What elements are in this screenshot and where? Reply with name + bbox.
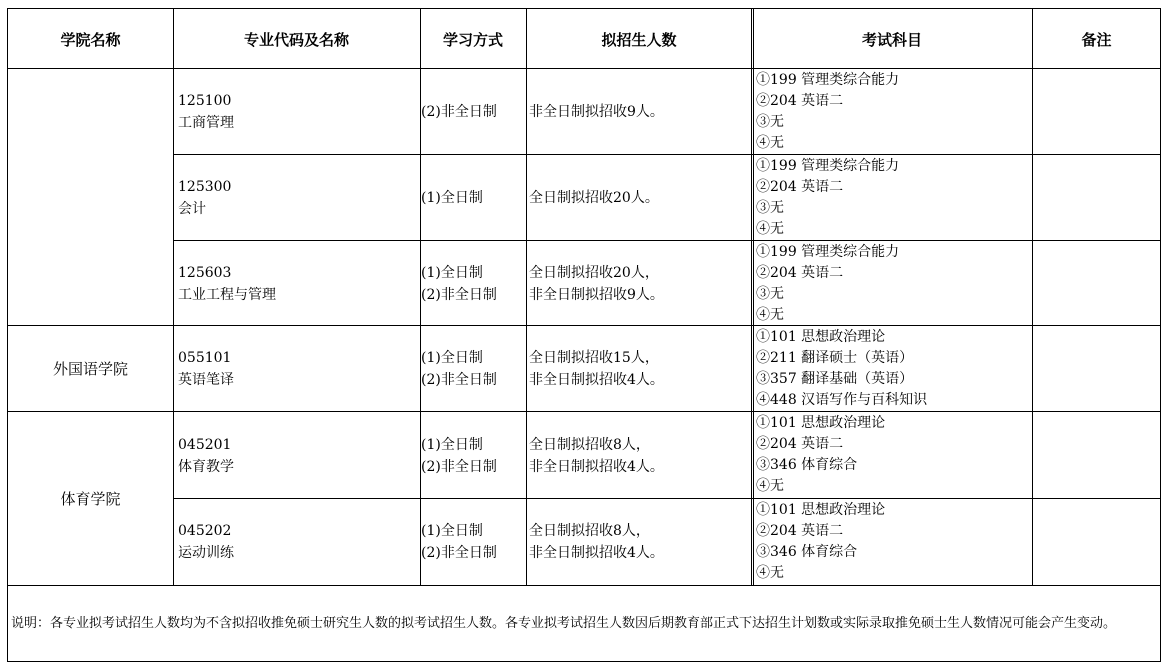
mode-line: (1)全日制 <box>421 190 483 206</box>
mode-cell <box>421 412 526 499</box>
exam-subject: ①199 管理类综合能力 <box>756 72 900 88</box>
major-code: 125603 <box>178 264 232 281</box>
major-code: 125300 <box>178 179 232 195</box>
major-code: 045201 <box>178 436 232 453</box>
quota-line: 非全日制拟招收9人。 <box>529 286 664 303</box>
exam-subject: ②211 翻译硕士（英语） <box>756 350 914 366</box>
exam-subject: ④无 <box>756 307 784 323</box>
quota-cell <box>529 412 751 499</box>
major-name: 运动训练 <box>178 545 234 561</box>
header-quota: 拟招生人数 <box>601 30 677 49</box>
exam-cell <box>756 327 1031 412</box>
major-name: 工业工程与管理 <box>178 286 276 303</box>
column-divider <box>173 9 174 586</box>
exam-cell <box>756 242 1031 326</box>
major-cell <box>178 69 418 155</box>
header-college: 学院名称 <box>60 30 121 49</box>
major-name: 会计 <box>178 201 206 217</box>
exam-subject: ④无 <box>756 478 784 494</box>
exam-subject: ②204 英语二 <box>756 436 844 452</box>
quota-line: 非全日制拟招收4人。 <box>529 372 664 388</box>
quota-line: 非全日制拟招收4人。 <box>529 545 664 561</box>
mode-cell <box>421 155 526 241</box>
row-divider <box>8 411 1160 412</box>
exam-subject: ④无 <box>756 221 784 237</box>
quota-line: 全日制拟招收15人， <box>529 350 659 366</box>
header-mode: 学习方式 <box>442 30 503 49</box>
quota-line: 非全日制拟招收4人。 <box>529 458 664 475</box>
row-divider <box>8 68 1160 69</box>
header-exam: 考试科目 <box>861 30 922 49</box>
quota-line: 全日制拟招收8人， <box>529 523 650 539</box>
exam-subject: ①101 思想政治理论 <box>756 329 886 345</box>
quota-line: 全日制拟招收20人， <box>529 264 659 281</box>
footnote <box>11 586 1158 661</box>
major-name: 工商管理 <box>178 115 234 131</box>
exam-subject: ③无 <box>756 286 784 302</box>
major-code: 055101 <box>178 350 232 366</box>
column-divider <box>420 9 421 586</box>
exam-cell <box>756 413 1031 499</box>
exam-subject: ③346 体育综合 <box>756 457 858 473</box>
exam-subject: ④无 <box>756 135 784 151</box>
mode-line: (2)非全日制 <box>421 545 497 561</box>
mode-line: (1)全日制 <box>421 523 483 539</box>
exam-subject: ②204 英语二 <box>756 179 844 195</box>
exam-subject: ②204 英语二 <box>756 93 844 109</box>
major-name: 英语笔译 <box>178 372 234 388</box>
quota-cell <box>529 499 751 585</box>
college-cell: 体育学院 <box>60 489 121 508</box>
mode-line: (2)非全日制 <box>421 372 497 388</box>
major-cell <box>178 155 418 241</box>
quota-line: 全日制拟招收8人， <box>529 436 650 453</box>
mode-cell <box>421 499 526 585</box>
exam-subject: ②204 英语二 <box>756 265 844 281</box>
row-divider <box>173 154 1160 155</box>
row-divider <box>173 498 1160 499</box>
exam-subject: ①101 思想政治理论 <box>756 502 886 518</box>
mode-cell <box>421 326 526 412</box>
major-cell <box>178 241 418 326</box>
major-cell <box>178 499 418 585</box>
admissions-table <box>7 8 1161 662</box>
footnote-text: 说明：各专业拟考试招生人数均为不含拟招收推免硕士研究生人数的拟考试招生人数。各专业拟考试招生人数因后期教育部正式下达招生计划数或实际录取推免硕士生人数情况可能会产生变动。 <box>11 615 1117 631</box>
mode-line: (2)非全日制 <box>421 458 497 475</box>
exam-cell <box>756 156 1031 241</box>
exam-subject: ③346 体育综合 <box>756 544 858 560</box>
exam-cell <box>756 500 1031 585</box>
mode-line: (2)非全日制 <box>421 286 497 303</box>
header-remark: 备注 <box>1081 30 1112 49</box>
mode-line: (1)全日制 <box>421 350 483 366</box>
quota-line: 非全日制拟招收9人。 <box>529 104 664 120</box>
exam-subject: ①199 管理类综合能力 <box>756 244 900 260</box>
exam-subject: ③无 <box>756 114 784 130</box>
row-divider <box>8 325 1160 326</box>
exam-subject: ③357 翻译基础（英语） <box>756 371 914 387</box>
quota-cell <box>529 241 751 326</box>
exam-subject: ③无 <box>756 200 784 216</box>
quota-cell <box>529 326 751 412</box>
exam-subject: ④无 <box>756 565 784 581</box>
quota-cell <box>529 155 751 241</box>
exam-subject: ②204 英语二 <box>756 523 844 539</box>
major-cell <box>178 326 418 412</box>
major-code: 125100 <box>178 93 232 109</box>
column-divider <box>1032 9 1033 586</box>
major-name: 体育教学 <box>178 458 234 475</box>
exam-subject: ①101 思想政治理论 <box>756 415 886 431</box>
quota-cell <box>529 69 751 155</box>
major-cell <box>178 412 418 499</box>
major-code: 045202 <box>178 523 232 539</box>
header-major: 专业代码及名称 <box>243 30 349 49</box>
mode-cell <box>421 241 526 326</box>
column-divider <box>751 9 754 586</box>
quota-line: 全日制拟招收20人。 <box>529 190 659 206</box>
row-divider <box>8 585 1160 586</box>
mode-cell <box>421 69 526 155</box>
mode-line: (1)全日制 <box>421 264 483 281</box>
row-divider <box>173 240 1160 241</box>
exam-subject: ④448 汉语写作与百科知识 <box>756 392 928 408</box>
exam-cell <box>756 70 1031 155</box>
mode-line: (1)全日制 <box>421 436 483 453</box>
column-divider <box>526 9 527 586</box>
mode-line: (2)非全日制 <box>421 104 497 120</box>
exam-subject: ①199 管理类综合能力 <box>756 158 900 174</box>
college-cell: 外国语学院 <box>52 360 128 378</box>
